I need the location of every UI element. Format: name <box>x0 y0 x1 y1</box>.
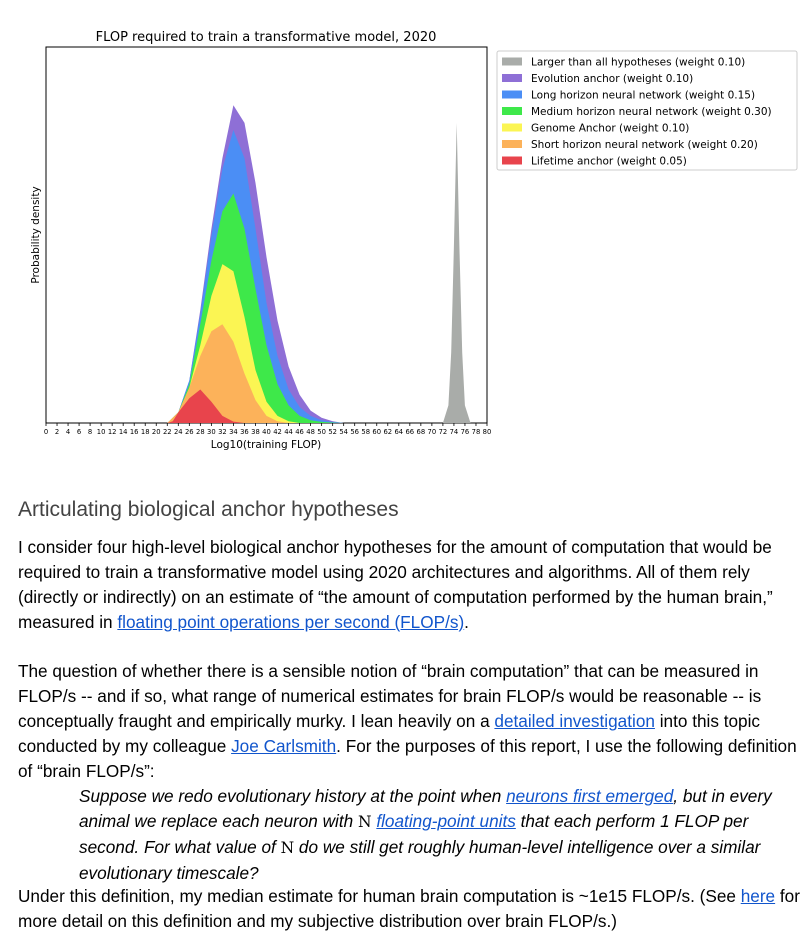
paragraph-intro <box>18 535 803 635</box>
legend-swatch <box>502 124 522 132</box>
paragraph-intro-text: I consider four high-level biological anchor hypotheses for the amount of computation that would be required to train a transformative model using 2020 architectures and algorithms. All of them rely (directly or indirectly) on an estimate of “the amount of computation performed by the human brain,” measured in <box>18 537 773 632</box>
legend-swatch <box>502 140 522 148</box>
x-tick-label: 2 <box>54 428 60 436</box>
x-tick-label: 34 <box>229 428 238 436</box>
x-tick-label: 26 <box>184 428 194 436</box>
x-tick-label: 70 <box>427 428 437 436</box>
section-heading: Articulating biological anchor hypotheses <box>18 498 399 521</box>
flop-density-chart <box>0 0 808 470</box>
legend-swatch <box>502 58 522 66</box>
legend-label: Larger than all hypotheses (weight 0.10) <box>531 56 746 69</box>
legend-label: Long horizon neural network (weight 0.15) <box>531 89 756 102</box>
x-tick-label: 78 <box>471 428 481 436</box>
paragraph-median-end: for more detail on this definition and my subjective distribution over brain FLOP/s.) <box>18 886 800 931</box>
paragraph-intro-end: . <box>464 612 469 632</box>
x-tick-label: 32 <box>218 428 227 436</box>
paragraph-brain-computation <box>18 659 803 784</box>
flops-link[interactable]: floating point operations per second (FLOP/s) <box>117 612 465 632</box>
variable-n: N <box>280 839 295 857</box>
x-tick-label: 52 <box>328 428 337 436</box>
quote-text-2: , but in every animal we replace each neuron with <box>79 786 772 831</box>
x-tick-label: 36 <box>240 428 249 436</box>
x-tick-label: 74 <box>449 428 459 436</box>
x-tick-label: 24 <box>173 428 183 436</box>
paragraph-median-text: Under this definition, my median estimate for human brain computation is ~1e15 FLOP/s. (See <box>18 886 741 906</box>
joe-carlsmith-link[interactable]: Joe Carlsmith <box>231 736 337 756</box>
x-tick-label: 60 <box>372 428 382 436</box>
x-tick-label: 28 <box>196 428 205 436</box>
x-tick-label: 48 <box>306 428 315 436</box>
x-tick-label: 72 <box>438 428 448 436</box>
legend-swatch <box>502 157 522 165</box>
x-tick-label: 20 <box>151 428 161 436</box>
paragraph-brain-mid: into this topic conducted by my colleague <box>18 711 761 756</box>
x-tick-label: 8 <box>87 428 93 436</box>
variable-n: N <box>357 813 372 831</box>
x-tick-label: 12 <box>107 428 117 436</box>
x-tick-label: 6 <box>76 428 82 436</box>
detailed-investigation-link[interactable]: detailed investigation <box>494 711 655 731</box>
x-tick-label: 62 <box>383 428 393 436</box>
paragraph-brain-text: The question of whether there is a sensible notion of “brain computation” that can be measured in FLOP/s -- and if so, what range of numerical estimates for brain FLOP/s would be reasonable -- is conceptually fraught and empirically murky. I lean heavily on a <box>18 661 762 731</box>
x-tick-label: 16 <box>129 428 139 436</box>
legend-swatch <box>502 107 522 115</box>
legend-label: Genome Anchor (weight 0.10) <box>531 122 690 135</box>
here-link[interactable]: here <box>740 886 776 906</box>
x-tick-label: 18 <box>140 428 150 436</box>
x-tick-label: 64 <box>394 428 404 436</box>
x-tick-label: 30 <box>207 428 216 436</box>
floating-point-units-link[interactable]: floating-point units <box>376 811 516 831</box>
x-tick-label: 46 <box>295 428 304 436</box>
x-tick-label: 4 <box>65 428 71 436</box>
legend <box>497 51 797 170</box>
quote-text-1: Suppose we redo evolutionary history at the point when <box>79 786 507 806</box>
quote-text-5: do we still get roughly human-level intelligence over a similar evolutionary timescale? <box>79 837 761 883</box>
x-tick-label: 50 <box>317 428 326 436</box>
x-tick-label: 58 <box>361 428 371 436</box>
brain-flops-definition-quote <box>79 784 799 886</box>
x-tick-label: 42 <box>273 428 282 436</box>
x-tick-label: 54 <box>339 428 349 436</box>
x-axis-label: Log10(training FLOP) <box>210 439 322 451</box>
x-tick-label: 14 <box>118 428 128 436</box>
paragraph-median-estimate <box>18 884 803 934</box>
quote-text-4: that each perform 1 FLOP per second. For what value of <box>79 811 749 857</box>
x-tick-label: 0 <box>43 428 49 436</box>
legend-label: Medium horizon neural network (weight 0.30) <box>531 106 772 118</box>
x-tick-label: 76 <box>460 428 470 436</box>
neurons-first-emerged-link[interactable]: neurons first emerged <box>506 786 674 806</box>
x-tick-label: 38 <box>251 428 260 436</box>
x-tick-label: 56 <box>350 428 360 436</box>
legend-swatch <box>502 91 522 99</box>
x-tick-label: 10 <box>96 428 106 436</box>
x-tick-label: 40 <box>262 428 271 436</box>
legend-label: Lifetime anchor (weight 0.05) <box>531 155 687 168</box>
y-axis-label: Probability density <box>30 186 42 284</box>
x-tick-group <box>44 423 491 436</box>
x-tick-label: 22 <box>162 428 172 436</box>
x-tick-label: 66 <box>405 428 415 436</box>
x-tick-label: 80 <box>482 428 492 436</box>
legend-label: Short horizon neural network (weight 0.20) <box>531 139 758 151</box>
legend-label: Evolution anchor (weight 0.10) <box>531 73 694 85</box>
chart-title: FLOP required to train a transformative model, 2020 <box>95 30 437 45</box>
paragraph-brain-end: . For the purposes of this report, I use the following definition of “brain FLOP/s”: <box>18 736 797 781</box>
legend-swatch <box>502 74 522 82</box>
x-tick-label: 68 <box>416 428 426 436</box>
x-tick-label: 44 <box>284 428 293 436</box>
